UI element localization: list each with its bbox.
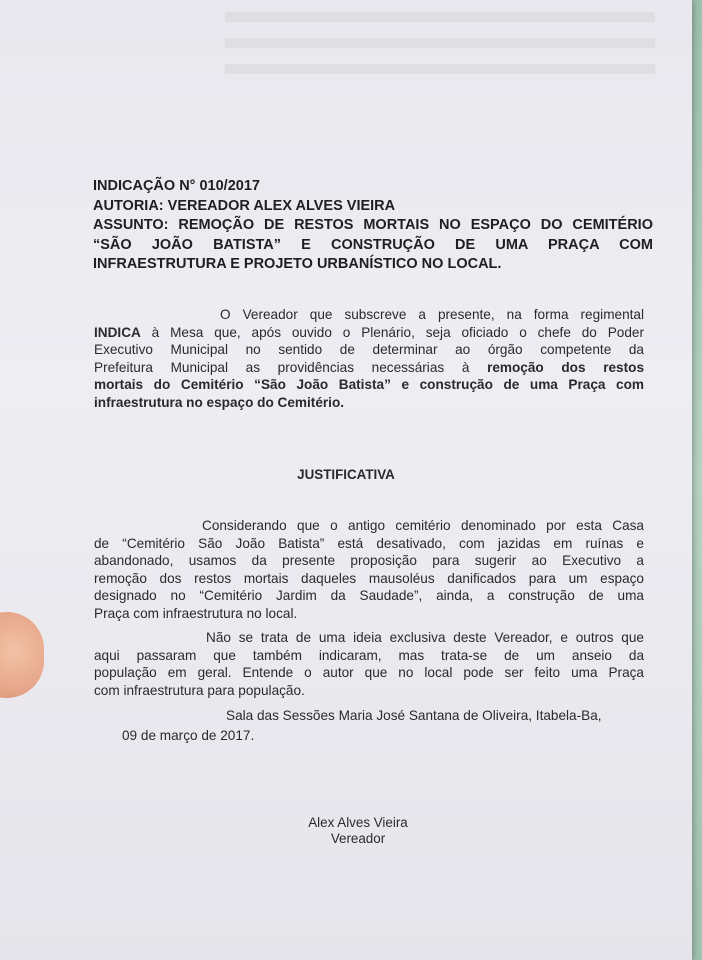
document-header: [93, 177, 653, 275]
justification-line: abandonado, usamos da presente proposição para sugerir ao Executivo a: [94, 553, 644, 568]
justification-line: Não se trata de uma ideia exclusiva deste Vereador, e outros que: [206, 630, 644, 645]
subject-line-3: INFRAESTRUTURA E PROJETO URBANÍSTICO NO LOCAL.: [93, 256, 502, 272]
justification-line: Praça com infraestrutura no local.: [94, 605, 298, 621]
justification-line: Considerando que o antigo cemitério denominado por esta Casa: [202, 518, 644, 533]
intro-line-rest: à Mesa que, após ouvido o Plenário, seja oficiado o chefe do Poder: [140, 324, 644, 340]
intro-line: infraestrutura no espaço do Cemitério.: [94, 394, 345, 410]
intro-line: [94, 359, 644, 377]
justification-line: remoção dos restos mortais daqueles mausoléus danificados para um espaço: [94, 570, 644, 586]
justification-paragraph-1: [94, 517, 644, 622]
intro-line: mortais do Cemitério “São João Batista” e construção de uma Praça com: [94, 377, 644, 392]
closing-block: [94, 707, 644, 744]
justification-paragraph-2: [94, 629, 644, 699]
justification-line: aqui passaram que também indicaram, mas trata-se de um anseio da: [94, 647, 644, 663]
subject-line-2: “SÃO JOÃO BATISTA” E CONSTRUÇÃO DE UMA PRAÇA COM: [93, 236, 653, 253]
justification-line: de “Cemitério São João Batista” está desativado, com jazidas em ruínas e: [94, 535, 644, 551]
justification-line: com infraestrutura para população.: [94, 682, 305, 698]
justification-heading: JUSTIFICATIVA: [297, 467, 395, 482]
closing-place: Sala das Sessões Maria José Santana de Oliveira, Itabela-Ba,: [226, 708, 602, 723]
justification-line: designado no “Cemitério Jardim da Saudade”, ainda, a construção de uma: [94, 588, 644, 603]
indication-number: INDICAÇÃO N° 010/2017: [93, 178, 260, 194]
intro-paragraph: [94, 306, 644, 411]
indica-keyword: INDICA: [94, 324, 141, 340]
signature-title: Vereador: [330, 831, 386, 846]
authorship: AUTORIA: VEREADOR ALEX ALVES VIEIRA: [93, 197, 396, 214]
bleed-through-text: [225, 12, 655, 82]
signature-name: Alex Alves Vieira: [308, 815, 408, 830]
subject-line-1: ASSUNTO: REMOÇÃO DE RESTOS MORTAIS NO ESPAÇO DO CEMITÉRIO: [93, 217, 653, 233]
closing-date: 09 de março de 2017.: [122, 727, 255, 743]
justification-line: população em geral. Entende o autor que no local pode ser feito uma Praça: [94, 665, 644, 680]
intro-line: O Vereador que subscreve a presente, na forma regimental: [220, 307, 644, 322]
intro-line: [94, 324, 644, 342]
intro-line-bold: remoção dos restos: [487, 359, 645, 375]
intro-line-normal: Prefeitura Municipal as providências necessárias à: [94, 359, 488, 375]
intro-line: Executivo Municipal no sentido de determinar ao órgão competente da: [94, 342, 644, 357]
